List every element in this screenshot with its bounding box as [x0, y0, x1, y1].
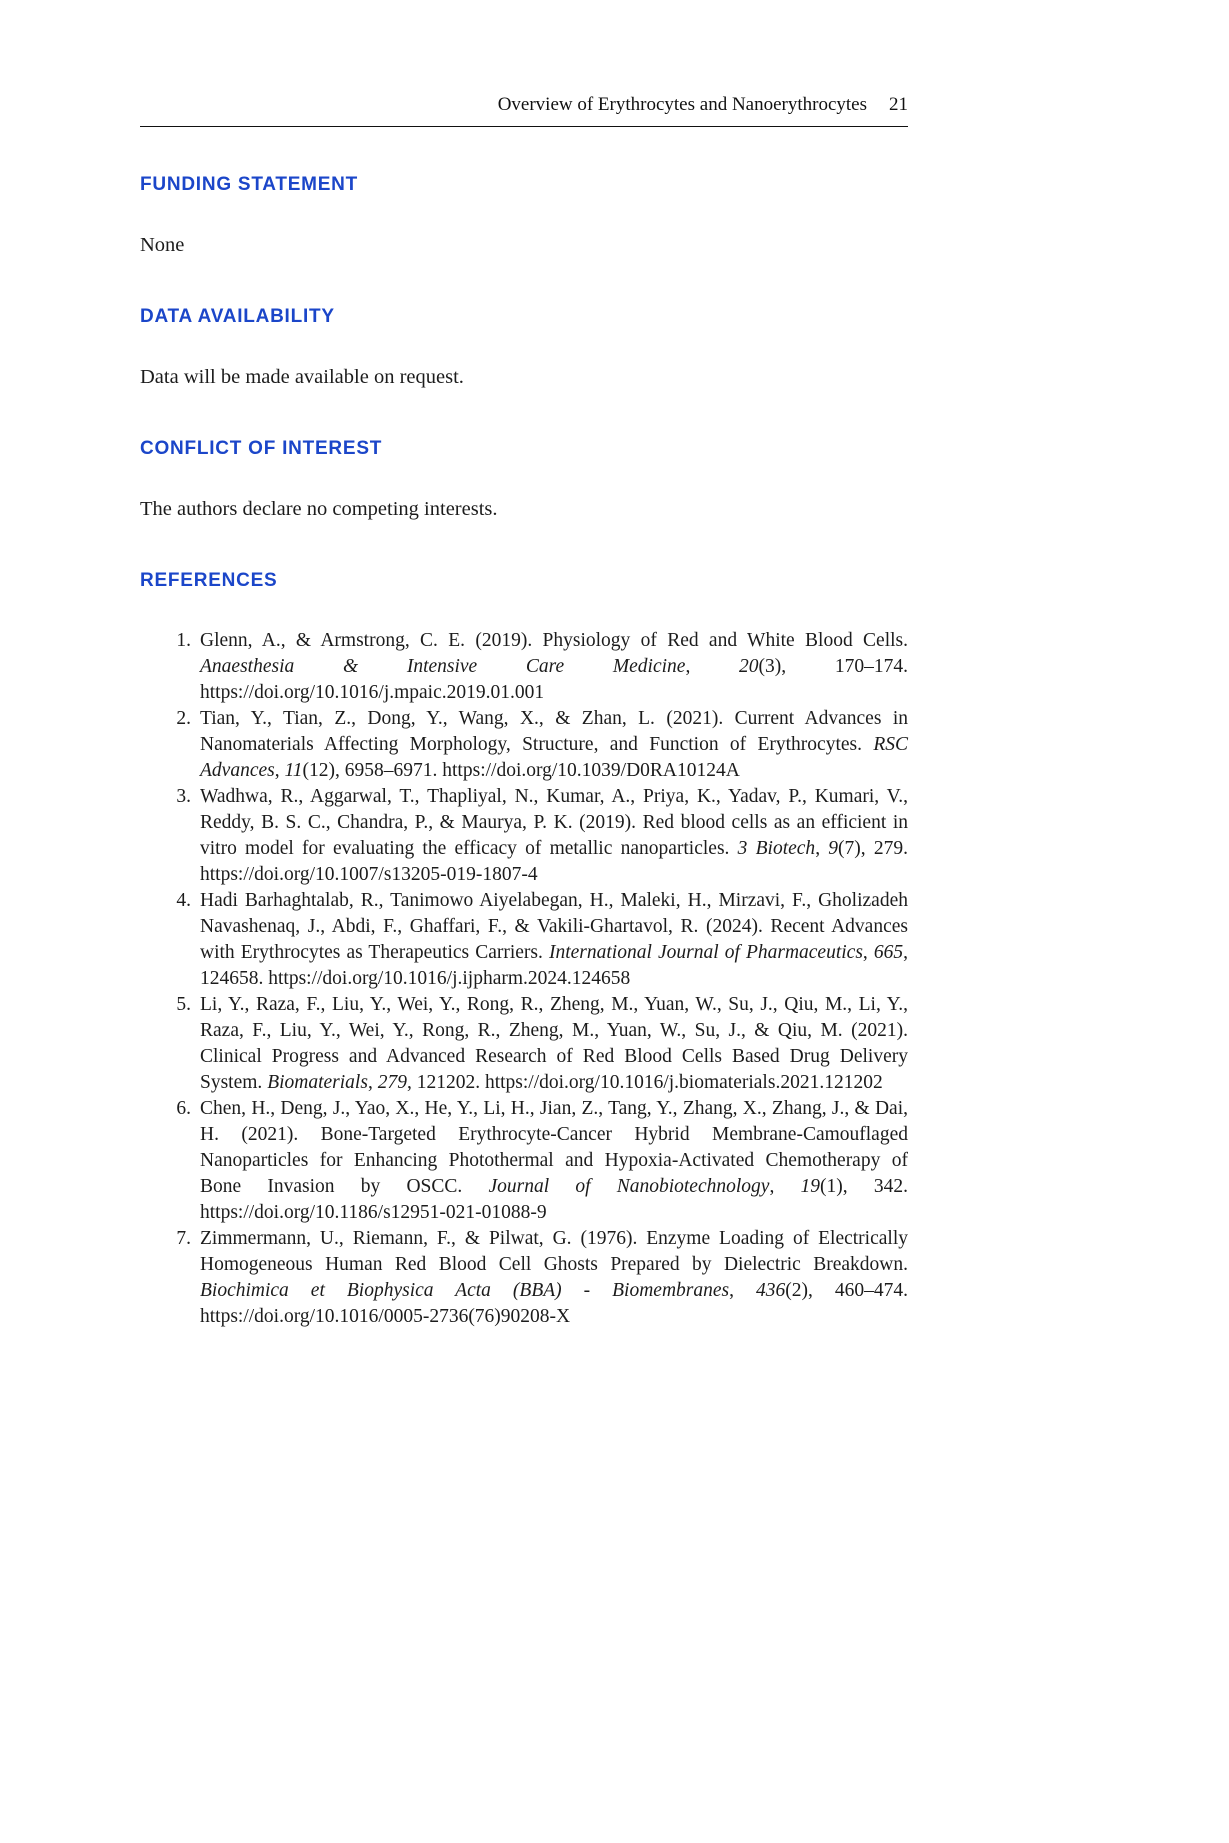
reference-list	[140, 628, 908, 1330]
references-heading: REFERENCES	[140, 570, 278, 591]
reference-item	[165, 992, 908, 1096]
reference-item	[165, 888, 908, 992]
reference-number: 7.	[176, 1228, 191, 1249]
reference-text	[200, 706, 908, 784]
reference-journal-segment: International Journal of Pharmaceutics	[548, 942, 863, 963]
reference-text-segment: ,	[367, 1072, 378, 1093]
reference-journal-segment: 19	[800, 1176, 821, 1197]
reference-journal-segment: Journal of Nanobiotechnology	[488, 1176, 770, 1197]
reference-text-segment: (3), 170–174. https://doi.org/10.1016/j.mpaic.2019.01.001	[200, 656, 908, 703]
reference-journal-segment: Biochimica et Biophysica Acta (BBA) - Biomembranes	[200, 1280, 730, 1301]
data-availability-body: Data will be made available on request.	[140, 366, 464, 388]
reference-text	[200, 1096, 908, 1226]
reference-text-segment: (1), 342. https://doi.org/10.1186/s12951-021-01088-9	[200, 1176, 908, 1223]
page-content	[140, 0, 908, 1330]
reference-text	[200, 628, 908, 706]
reference-journal-segment: RSC Advances	[200, 734, 908, 781]
section-conflict-of-interest	[140, 438, 908, 523]
reference-text	[200, 1226, 908, 1330]
reference-text	[200, 784, 908, 888]
reference-text	[200, 888, 908, 992]
reference-item	[165, 628, 908, 706]
reference-number: 2.	[176, 708, 191, 729]
conflict-of-interest-body: The authors declare no competing interests.	[140, 498, 498, 520]
reference-journal-segment: 436	[756, 1280, 786, 1301]
reference-journal-segment: 11	[284, 760, 303, 781]
reference-text-segment: ,	[274, 760, 285, 781]
page-number: 21	[889, 94, 908, 115]
reference-text-segment: (12), 6958–6971. https://doi.org/10.1039/D0RA10124A	[302, 760, 740, 781]
reference-journal-segment: 665	[873, 942, 904, 963]
reference-text-segment: ,	[769, 1176, 801, 1197]
reference-item	[165, 706, 908, 784]
section-data-availability	[140, 306, 908, 391]
section-funding-statement	[140, 174, 908, 259]
reference-text-segment: Hadi Barhaghtalab, R., Tanimowo Aiyelabegan, H., Maleki, H., Mirzavi, F., Gholizadeh Navashenaq, J., Abdi, F., Ghaffari, F., & Vakili-Ghartavol, R. (2024). Recent Advances with Erythrocytes as Therapeutics Carriers.	[200, 890, 908, 963]
reference-number: 3.	[176, 786, 191, 807]
reference-text-segment: Zimmermann, U., Riemann, F., & Pilwat, G. (1976). Enzyme Loading of Electrically Homogeneous Human Red Blood Cell Ghosts Prepared by Dielectric Breakdown.	[200, 1228, 908, 1275]
reference-number: 6.	[176, 1098, 191, 1119]
reference-journal-segment: 3 Biotech	[737, 838, 816, 859]
reference-text-segment: Li, Y., Raza, F., Liu, Y., Wei, Y., Rong, R., Zheng, M., Yuan, W., Su, J., Qiu, M., Li, Y., Raza, F., Liu, Y., Wei, Y., Rong, R., Zheng, M., Yuan, W., Su, J., & Qiu, M. (2021). Clinical Progress and Advanced Research of Red Blood Cells Based Drug Delivery System.	[200, 994, 908, 1093]
reference-text-segment: ,	[862, 942, 874, 963]
reference-text	[200, 992, 908, 1096]
reference-journal-segment: 20	[739, 656, 759, 677]
reference-text-segment: (7), 279. https://doi.org/10.1007/s13205-019-1807-4	[200, 838, 909, 885]
reference-number: 4.	[176, 890, 191, 911]
reference-item	[165, 1096, 908, 1226]
section-references	[140, 570, 908, 1330]
reference-item	[165, 1226, 908, 1330]
reference-text-segment: , 121202. https://doi.org/10.1016/j.biomaterials.2021.121202	[406, 1072, 883, 1093]
reference-number: 5.	[176, 994, 191, 1015]
reference-journal-segment: 279	[377, 1072, 407, 1093]
reference-text-segment: (2), 460–474. https://doi.org/10.1016/0005-2736(76)90208-X	[200, 1280, 909, 1327]
reference-text-segment: ,	[815, 838, 829, 859]
reference-text-segment: ,	[729, 1280, 757, 1301]
conflict-of-interest-heading: CONFLICT OF INTEREST	[140, 438, 383, 459]
running-title: Overview of Erythrocytes and Nanoerythrocytes	[497, 94, 867, 115]
reference-text-segment: Glenn, A., & Armstrong, C. E. (2019). Physiology of Red and White Blood Cells.	[200, 630, 908, 651]
reference-text-segment: ,	[685, 656, 740, 677]
funding-statement-body: None	[140, 234, 185, 256]
reference-text-segment: , 124658. https://doi.org/10.1016/j.ijpharm.2024.124658	[200, 942, 908, 989]
reference-journal-segment: 9	[828, 838, 839, 859]
header-rule	[140, 126, 908, 127]
reference-text-segment: Chen, H., Deng, J., Yao, X., He, Y., Li, H., Jian, Z., Tang, Y., Zhang, X., Zhang, J., & Dai, H. (2021). Bone-Targeted Erythrocyte-Cancer Hybrid Membrane-Camouflaged Nanoparticles for Enhancing Photothermal and Hypoxia-Activated Chemotherapy of Bone Invasion by OSCC.	[200, 1098, 908, 1197]
reference-journal-segment: Biomaterials	[267, 1072, 368, 1093]
reference-item	[165, 784, 908, 888]
funding-statement-heading: FUNDING STATEMENT	[140, 174, 359, 195]
data-availability-heading: DATA AVAILABILITY	[140, 306, 335, 327]
running-header	[140, 0, 908, 116]
reference-journal-segment: Anaesthesia & Intensive Care Medicine	[200, 656, 686, 677]
reference-text-segment: Tian, Y., Tian, Z., Dong, Y., Wang, X., & Zhan, L. (2021). Current Advances in Nanomaterials Affecting Morphology, Structure, and Function of Erythrocytes.	[200, 708, 908, 755]
reference-text-segment: Wadhwa, R., Aggarwal, T., Thapliyal, N., Kumar, A., Priya, K., Yadav, P., Kumari, V., Reddy, B. S. C., Chandra, P., & Maurya, P. K. (2019). Red blood cells as an efficient in vitro model for evaluating the efficacy of metallic nanoparticles.	[200, 786, 908, 859]
reference-number: 1.	[176, 630, 191, 651]
